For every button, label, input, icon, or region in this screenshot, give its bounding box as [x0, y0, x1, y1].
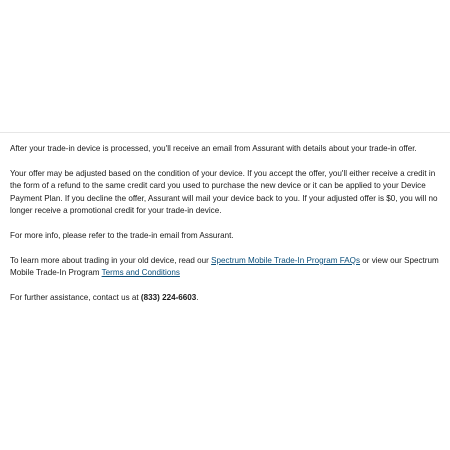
- trade-in-faqs-link[interactable]: Spectrum Mobile Trade-In Program FAQs: [211, 255, 361, 265]
- contact-text: For further assistance, contact us at: [10, 292, 141, 302]
- section-divider: [0, 132, 450, 133]
- contact-end-text: .: [196, 292, 199, 302]
- learn-more-text: To learn more about trading in your old device, read our: [10, 255, 212, 265]
- paragraph-learn-more: [10, 255, 442, 280]
- terms-and-conditions-link[interactable]: Terms and Conditions: [101, 268, 180, 278]
- paragraph-offer-adjustment: Your offer may be adjusted based on the condition of your device. If you accept the offer, you'll either receive a credit in the form of a refund to the same credit card you used to purchase the new device or it can be applied to your Device Payment Plan. If you decline the offer, Assurant will mail your device back to you. If your adjusted offer is $0, you will no longer receive a promotional credit for your trade-in device.: [10, 168, 438, 216]
- paragraph-contact: [10, 292, 442, 304]
- phone-number: (833) 224-6603: [140, 292, 197, 302]
- faq-answer-panel: [10, 143, 442, 317]
- paragraph-more-info: For more info, please refer to the trade-in email from Assurant.: [10, 230, 234, 240]
- learn-more-middle-text: or view our Spectrum Mobile Trade-In Program: [10, 255, 439, 278]
- paragraph-processing: After your trade-in device is processed, you'll receive an email from Assurant with details about your trade-in offer.: [10, 144, 417, 153]
